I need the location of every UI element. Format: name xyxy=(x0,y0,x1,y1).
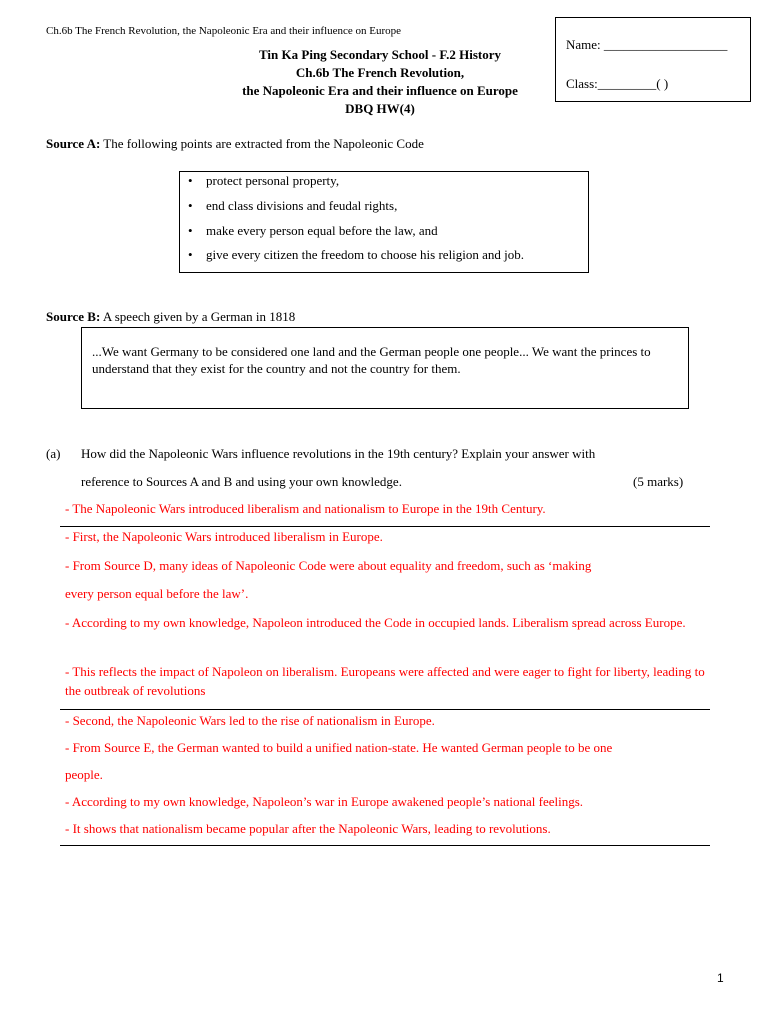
source-a-point: • give every citizen the freedom to choose his religion and job. xyxy=(188,247,525,262)
question-text-line1: How did the Napoleonic Wars influence revolutions in the 19th century? Explain your answer with xyxy=(81,446,596,461)
bullet-icon: • xyxy=(188,173,193,188)
answer-p2-link: - It shows that nationalism became popular after the Napoleonic Wars, leading to revolutions. xyxy=(65,821,551,836)
school-title: Tin Ka Ping Secondary School - F.2 History xyxy=(259,47,501,62)
source-a-point: • make every person equal before the law, and xyxy=(188,223,438,238)
chapter-title: Ch.6b The French Revolution, xyxy=(295,65,465,80)
running-header: Ch.6b The French Revolution, the Napoleonic Era and their influence on Europe xyxy=(46,25,402,37)
class-field-label: Class:_________( ) xyxy=(566,76,669,91)
answer-p1-first: - First, the Napoleonic Wars introduced liberalism in Europe. xyxy=(65,529,383,544)
question-marks: (5 marks) xyxy=(633,474,684,489)
question-label: (a) xyxy=(46,446,61,461)
answer-p1-link: - This reflects the impact of Napoleon on liberalism. Europeans were affected and were eager to fight for liberty, leading to the outbreak of revolutions xyxy=(65,664,705,698)
source-a-heading xyxy=(46,136,424,152)
bullet-icon: • xyxy=(188,223,193,238)
bullet-icon: • xyxy=(188,198,193,213)
source-b-label: Source B: xyxy=(46,309,101,324)
page-number: 1 xyxy=(717,971,724,985)
answer-p2-source-a: - From Source E, the German wanted to build a unified nation-state. He wanted German people to be one xyxy=(65,740,613,755)
source-a-label: Source A: xyxy=(46,136,101,151)
source-a-box xyxy=(179,171,589,273)
answer-p1-knowledge: - According to my own knowledge, Napoleon introduced the Code in occupied lands. Liberalism spread across Europe. xyxy=(65,615,686,630)
answer-rule xyxy=(60,845,710,846)
chapter-subtitle: the Napoleonic Era and their influence on Europe xyxy=(242,83,518,98)
answer-p1-source-a: - From Source D, many ideas of Napoleonic Code were about equality and freedom, such as ‘making xyxy=(65,558,592,573)
source-b-intro: A speech given by a German in 1818 xyxy=(100,309,296,324)
name-class-box xyxy=(555,17,751,102)
answer-rule xyxy=(60,709,710,710)
name-field-label: Name: ___________________ xyxy=(566,37,728,52)
source-a-point: • protect personal property, xyxy=(188,173,340,188)
source-a-intro: The following points are extracted from the Napoleonic Code xyxy=(100,136,424,151)
answer-p2-source-b: people. xyxy=(65,767,103,782)
source-b-box xyxy=(81,327,689,409)
bullet-icon: • xyxy=(188,247,193,262)
source-b-heading xyxy=(46,309,295,325)
title-block xyxy=(200,46,560,118)
source-b-quote: ...We want Germany to be considered one land and the German people one people... We want the princes to understand that they exist for the country and not the country for them. xyxy=(92,344,651,376)
answer-p1-source-b: every person equal before the law’. xyxy=(65,586,249,601)
answer-p2-first: - Second, the Napoleonic Wars led to the rise of nationalism in Europe. xyxy=(65,713,435,728)
answer-intro: - The Napoleonic Wars introduced liberalism and nationalism to Europe in the 19th Century. xyxy=(65,501,546,516)
question-text-line2: reference to Sources A and B and using your own knowledge. xyxy=(81,474,402,489)
source-a-point: • end class divisions and feudal rights, xyxy=(188,198,398,213)
homework-title: DBQ HW(4) xyxy=(345,101,415,116)
answer-p2-knowledge: - According to my own knowledge, Napoleon’s war in Europe awakened people’s national feelings. xyxy=(65,794,584,809)
